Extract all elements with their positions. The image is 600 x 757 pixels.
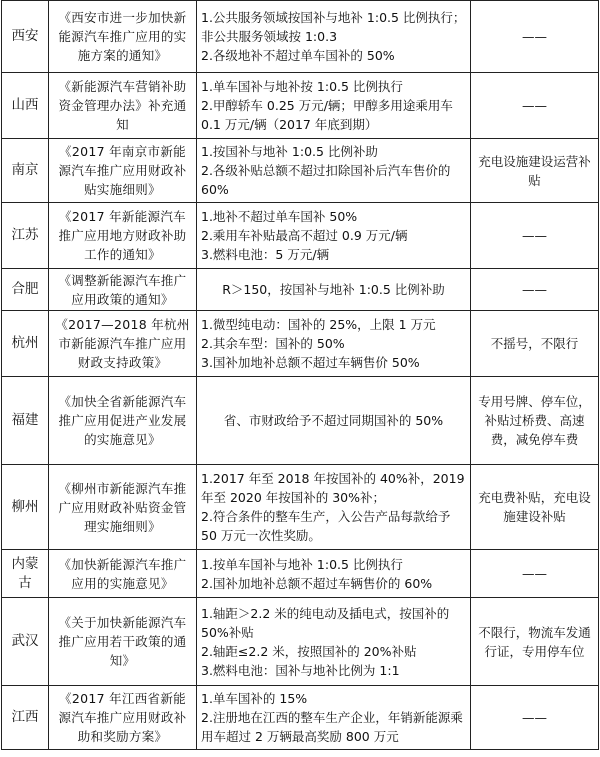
extra-policy-cell: 不限行，物流车发通行证，专用停车位 <box>471 598 599 686</box>
policy-detail-line: 1.按国补与地补 1:0.5 比例补助 <box>201 144 378 159</box>
document-name-cell: 《新能源汽车营销补助资金管理办法》补充通知 <box>49 73 197 139</box>
document-name-cell: 《2017 年江西省新能源汽车推广应用财政补助和奖励方案》 <box>49 686 197 750</box>
document-name-cell: 《调整新能源汽车推广应用政策的通知》 <box>49 269 197 311</box>
extra-policy-cell: —— <box>471 550 599 598</box>
region-cell: 内蒙古 <box>2 550 49 598</box>
extra-policy-cell: —— <box>471 686 599 750</box>
policy-detail-line: 1.按单车国补与地补 1:0.5 比例执行 <box>201 556 403 572</box>
policy-details-cell <box>197 139 471 203</box>
region-cell: 江西 <box>2 686 49 750</box>
policy-details-cell <box>197 269 471 311</box>
table-row <box>2 550 599 598</box>
policy-detail-line: 2.国补加地补总额不超过车辆售价的 60% <box>201 575 433 591</box>
table-row <box>2 598 599 686</box>
policy-table-body <box>2 1 599 750</box>
extra-policy-cell: 不摇号，不限行 <box>471 311 599 377</box>
policy-detail-line: 3.燃料电池：国补与地补比例为 1:1 <box>201 662 400 678</box>
table-row <box>2 377 599 465</box>
extra-policy-cell: —— <box>471 1 599 73</box>
policy-detail-line: 2.符合条件的整车生产，入公告产品每款给予 50 万元一次性奖励。 <box>201 509 451 543</box>
extra-policy-cell: 专用号牌、停车位，补贴过桥费、高速费，减免停车费 <box>471 377 599 465</box>
policy-details-cell <box>197 73 471 139</box>
table-row <box>2 465 599 550</box>
policy-details-cell <box>197 203 471 269</box>
policy-detail-line: 2.其余车型：国补的 50% <box>201 336 345 351</box>
policy-detail-line: 2.乘用车补贴最高不超过 0.9 万元/辆 <box>201 228 408 243</box>
document-name-cell: 《2017—2018 年杭州市新能源汽车推广应用财政支持政策》 <box>49 311 197 377</box>
document-name-cell: 《柳州市新能源汽车推广应用财政补贴资金管理实施细则》 <box>49 465 197 550</box>
table-row <box>2 203 599 269</box>
policy-detail-line: 1.2017 年至 2018 年按国补的 40%补，2019 年至 2020 年按国补的 30%补； <box>201 471 465 505</box>
table-row <box>2 311 599 377</box>
policy-detail-line: 1.微型纯电动：国补的 25%，上限 1 万元 <box>201 317 436 332</box>
policy-details-cell <box>197 1 471 73</box>
extra-policy-cell: —— <box>471 203 599 269</box>
policy-detail-line: 省、市财政给予不超过同期国补的 50% <box>223 413 444 428</box>
region-cell: 江苏 <box>2 203 49 269</box>
region-cell: 合肥 <box>2 269 49 311</box>
document-name-cell: 《西安市进一步加快新能源汽车推广应用的实施方案的通知》 <box>49 1 197 73</box>
policy-details-cell <box>197 377 471 465</box>
extra-policy-cell: —— <box>471 73 599 139</box>
table-row <box>2 686 599 750</box>
table-row <box>2 269 599 311</box>
policy-detail-line: 1.轴距＞2.2 米的纯电动及插电式，按国补的 50%补贴 <box>201 605 450 640</box>
policy-detail-line: 2.轴距≤2.2 米，按照国补的 20%补贴 <box>201 643 417 659</box>
policy-detail-line: 2.甲醇轿车 0.25 万元/辆；甲醇多用途乘用车 0.1 万元/辆（2017 年底到期） <box>201 98 453 132</box>
policy-detail-line: 2.各级补贴总额不超过扣除国补后汽车售价的 60% <box>201 163 451 197</box>
region-cell: 武汉 <box>2 598 49 686</box>
document-name-cell: 《关于加快新能源汽车推广应用若干政策的通知》 <box>49 598 197 686</box>
policy-detail-line: 1.公共服务领域按国补与地补 1:0.5 比例执行；非公共服务领域按 1:0.3 <box>201 10 466 44</box>
table-row <box>2 139 599 203</box>
policy-details-cell <box>197 311 471 377</box>
region-cell: 福建 <box>2 377 49 465</box>
region-cell: 柳州 <box>2 465 49 550</box>
region-cell: 杭州 <box>2 311 49 377</box>
document-name-cell: 《加快新能源汽车推广应用的实施意见》 <box>49 550 197 598</box>
document-name-cell: 《加快全省新能源汽车推广应用促进产业发展的实施意见》 <box>49 377 197 465</box>
policy-detail-line: 3.国补加地补总额不超过车辆售价 50% <box>201 355 420 370</box>
extra-policy-cell: 充电设施建设运营补贴 <box>471 139 599 203</box>
policy-details-cell <box>197 550 471 598</box>
policy-details-cell <box>197 686 471 750</box>
policy-detail-line: 1.单车国补的 15% <box>201 691 308 706</box>
policy-detail-line: 1.单车国补与地补按 1:0.5 比例执行 <box>201 79 403 94</box>
policy-details-cell <box>197 465 471 550</box>
policy-detail-line: 1.地补不超过单车国补 50% <box>201 209 358 224</box>
policy-detail-line: 2.各级地补不超过单车国补的 50% <box>201 48 395 63</box>
region-cell: 南京 <box>2 139 49 203</box>
policy-detail-line: R＞150，按国补与地补 1:0.5 比例补助 <box>222 282 445 297</box>
policy-table <box>1 0 599 750</box>
table-row <box>2 1 599 73</box>
document-name-cell: 《2017 年新能源汽车推广应用地方财政补助工作的通知》 <box>49 203 197 269</box>
document-name-cell: 《2017 年南京市新能源汽车推广应用财政补贴实施细则》 <box>49 139 197 203</box>
policy-details-cell <box>197 598 471 686</box>
extra-policy-cell: 充电费补贴，充电设施建设补贴 <box>471 465 599 550</box>
policy-detail-line: 3.燃料电池：5 万元/辆 <box>201 247 330 262</box>
table-row <box>2 73 599 139</box>
policy-detail-line: 2.注册地在江西的整车生产企业，年销新能源乘用车超过 2 万辆最高奖励 800 万元 <box>201 710 463 744</box>
region-cell: 西安 <box>2 1 49 73</box>
extra-policy-cell: —— <box>471 269 599 311</box>
region-cell: 山西 <box>2 73 49 139</box>
